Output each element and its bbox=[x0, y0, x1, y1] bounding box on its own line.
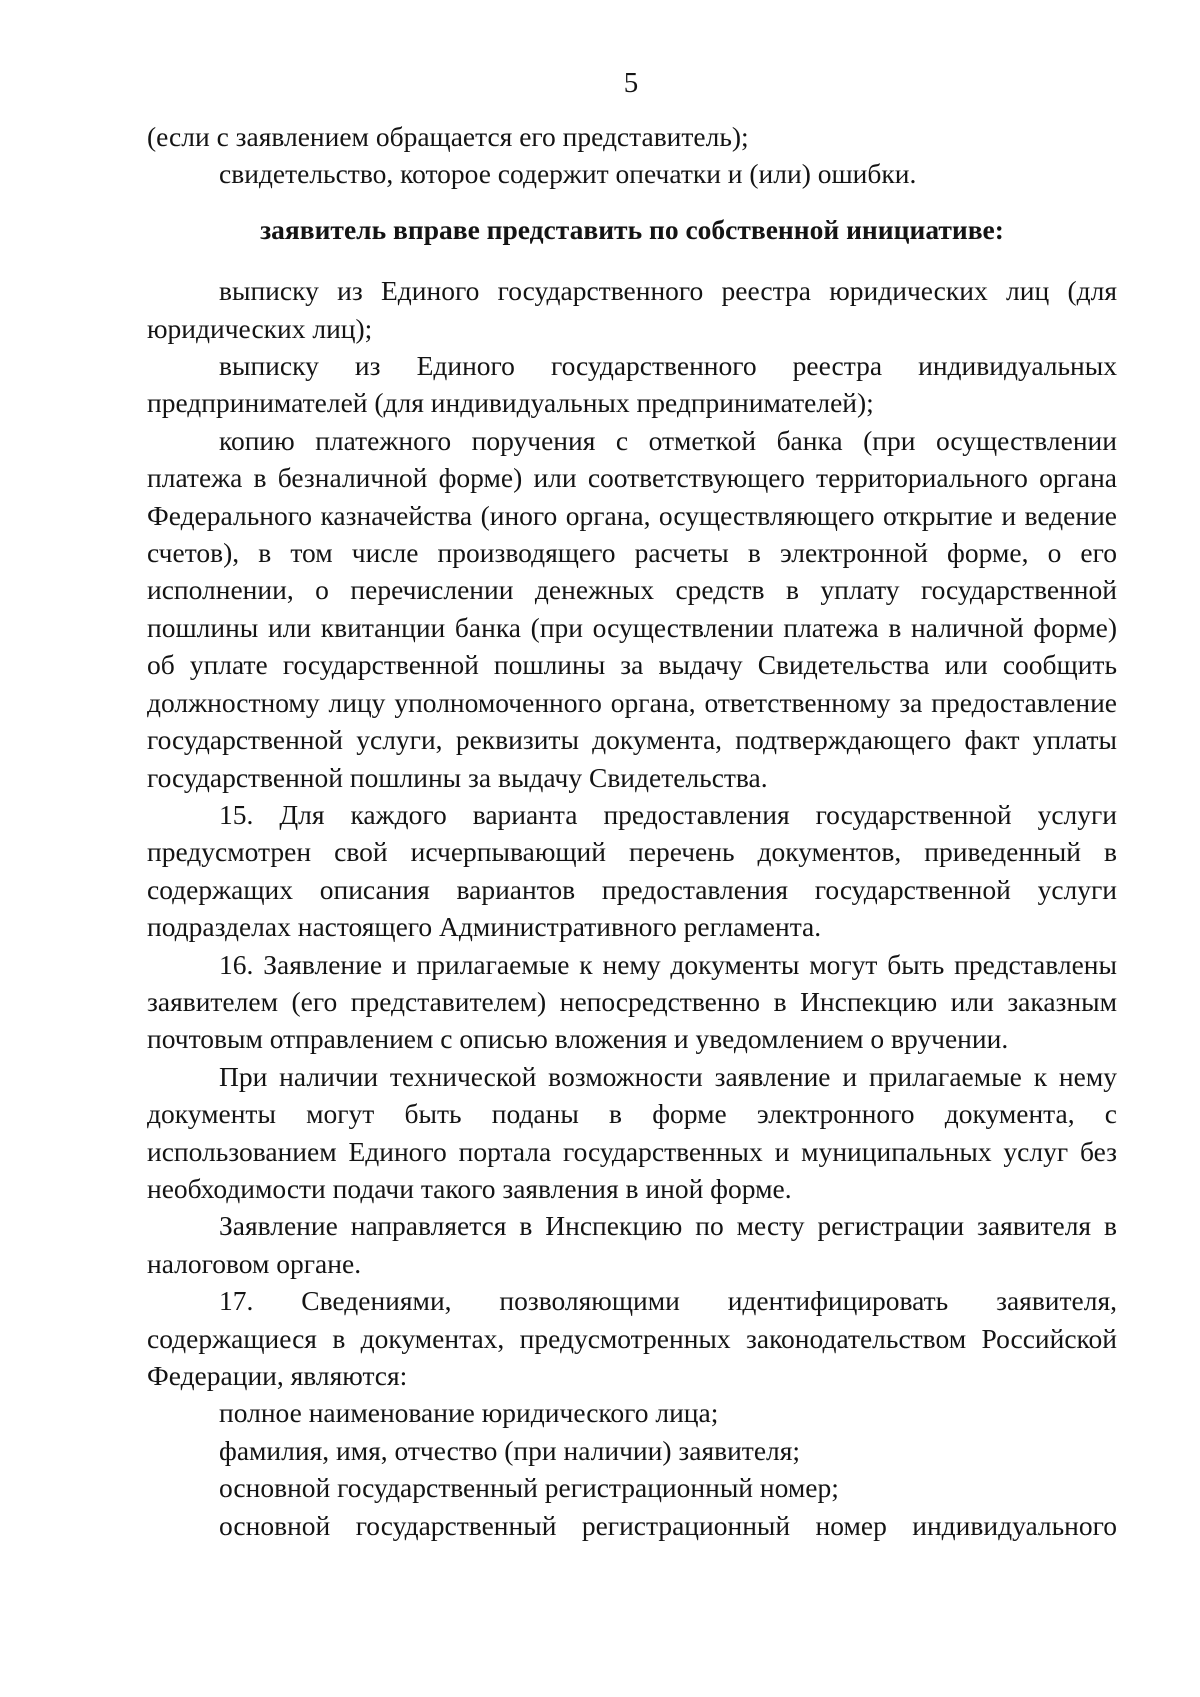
paragraph-16: 16. Заявление и прилагаемые к нему документы могут быть представлены заявителем (его представителем) непосредственно в Инспекцию или заказным почтовым отправлением с описью вложения и уведомлением о вручении. bbox=[147, 948, 1117, 1055]
paragraph-certificate-errors: свидетельство, которое содержит опечатки и (или) ошибки. bbox=[219, 158, 917, 190]
paragraph-submission-place: Заявление направляется в Инспекцию по месту регистрации заявителя в налоговом органе. bbox=[147, 1210, 1117, 1279]
paragraph-17: 17. Сведениями, позволяющими идентифицировать заявителя, содержащиеся в документах, предусмотренных законодательством Российской Федерации, являются: bbox=[147, 1285, 1117, 1391]
list-item-full-name: полное наименование юридического лица; bbox=[219, 1397, 719, 1429]
document-body bbox=[147, 118, 1117, 1544]
list-item-ogrnip: основной государственный регистрационный номер индивидуального bbox=[219, 1509, 1117, 1541]
paragraph-electronic-submission: При наличии технической возможности заявление и прилагаемые к нему документы могут быть поданы в форме электронного документа, с использованием Единого портала государственных и муниципальных услуг без необходимости подачи такого заявления в иной форме. bbox=[147, 1060, 1117, 1204]
list-item-ogrn: основной государственный регистрационный номер; bbox=[219, 1472, 839, 1504]
list-item-personal-name: фамилия, имя, отчество (при наличии) заявителя; bbox=[219, 1434, 801, 1466]
paragraph-15: 15. Для каждого варианта предоставления государственной услуги предусмотрен свой исчерпывающий перечень документов, приведенный в содержащих описания вариантов предоставления государственной услуги подразделах настоящего Административного регламента. bbox=[147, 798, 1117, 943]
page-number: 5 bbox=[623, 67, 639, 99]
paragraph-entrepreneurs-extract: выписку из Единого государственного реестра индивидуальных предпринимателей (для индивидуальных предпринимателей); bbox=[147, 350, 1117, 419]
section-heading: заявитель вправе представить по собственной инициативе: bbox=[260, 213, 1004, 245]
paragraph-payment-order: копию платежного поручения с отметкой банка (при осуществлении платежа в безналичной форме) или соответствующего территориального органа Федерального казначейства (иного органа, осуществляющего открытие и ведение счетов), в том числе производящего расчеты в электронной форме, о его исполнении, о перечислении денежных средств в уплату государственной пошлины или квитанции банка (при осуществлении платежа в наличной форме) об уплате государственной пошлины за выдачу Свидетельства или сообщить должностному лицу уполномоченного органа, ответственному за предоставление государственной услуги, реквизиты документа, подтверждающего факт уплаты государственной пошлины за выдачу Свидетельства. bbox=[147, 424, 1117, 793]
paragraph-legal-entities-extract: выписку из Единого государственного реестра юридических лиц (для юридических лиц); bbox=[147, 275, 1117, 344]
paragraph-continuation: (если с заявлением обращается его представитель); bbox=[147, 121, 749, 152]
